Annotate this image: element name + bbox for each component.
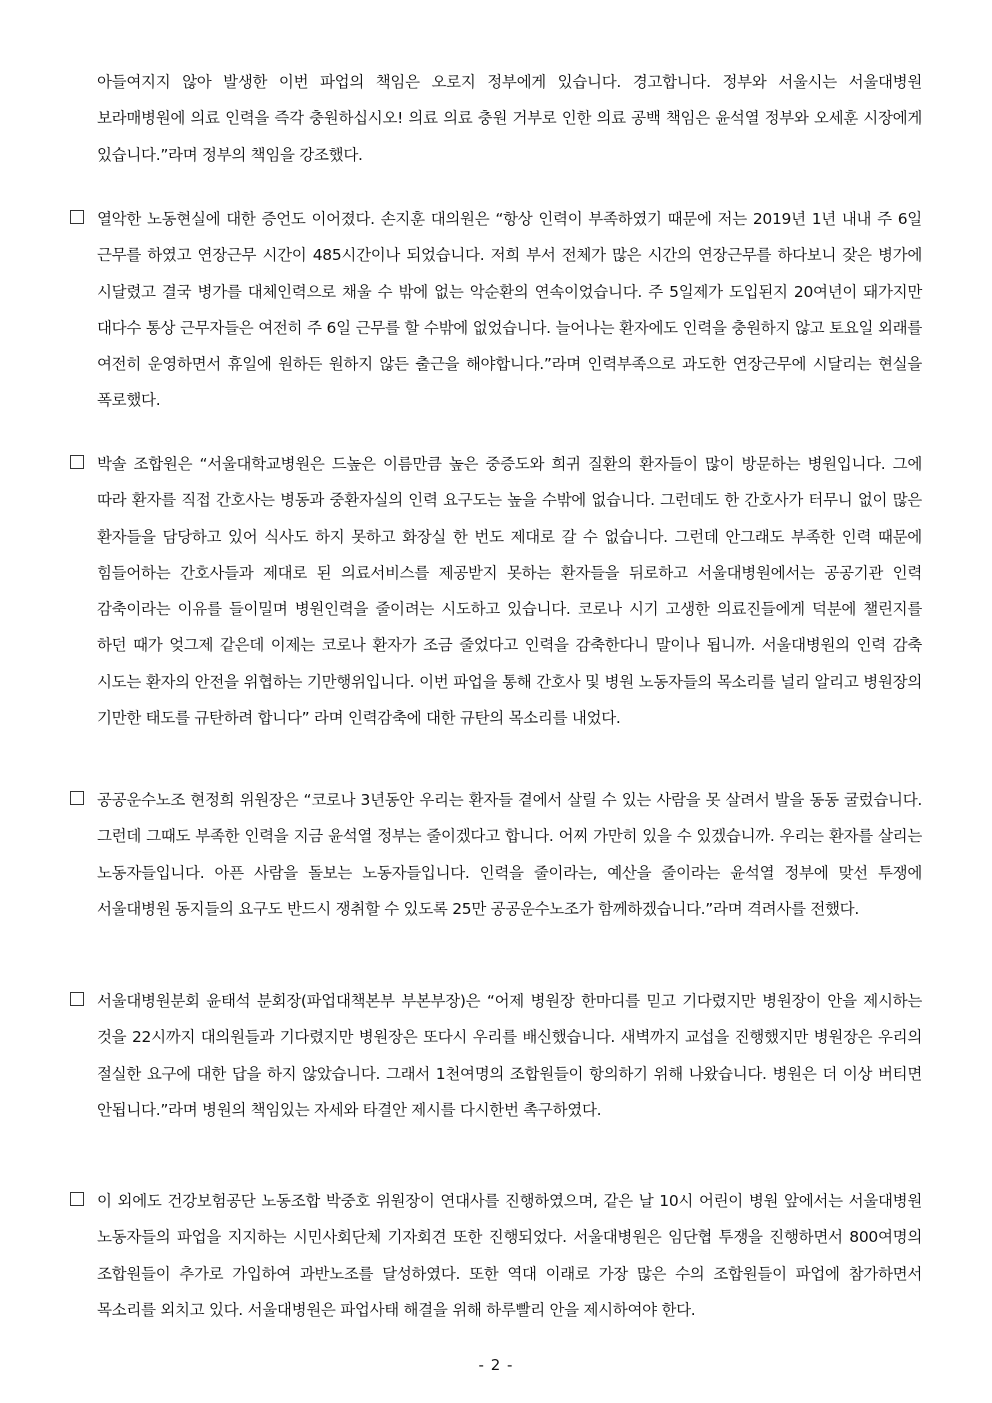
paragraph-text: 열악한 노동현실에 대한 증언도 이어졌다. 손지훈 대의원은 “항상 인력이 부족하였기 때문에 저는 2019년 1년 내내 주 6일 근무를 하였고 연장근무 시간이 485시간이나 되었습니다. 저희 부서 전체가 많은 시간의 연장근무를 하다보니 잦은 병가에 시달렸고 결국 병가를 대체인력으로 채울 수 밖에 없는 악순환의 연속이었습니다. 주 5일제가 도입된지 20여년이 돼가지만 대다수 통상 근무자들은 여전히 주 6일 근무를 할 수밖에 없었습니다. 늘어나는 환자에도 인력을 충원하지 않고 토요일 외래를 여전히 운영하면서 휴일에 원하든 원하지 않든 출근을 해야합니다.”라며 인력부족으로 과도한 연장근무에 시달리는 현실을 폭로했다. xyxy=(97,210,922,410)
paragraph-text: 서울대병원분회 윤태석 분회장(파업대책본부 부본부장)은 “어제 병원장 한마디를 믿고 기다렸지만 병원장이 안을 제시하는 것을 22시까지 대의원들과 기다렸지만 병원장은 또다시 우리를 배신했습니다. 새벽까지 교섭을 진행했지만 병원장은 우리의 절실한 요구에 대한 답을 하지 않았습니다. 그래서 1천여명의 조합원들이 항의하기 위해 나왔습니다. 병원은 더 이상 버티면 안됩니다.”라며 병원의 책임있는 자세와 타결안 제시를 다시한번 촉구하였다. xyxy=(97,992,922,1119)
bullet-paragraph-branch-chief xyxy=(70,983,922,1128)
square-bullet-icon xyxy=(70,455,84,469)
square-bullet-icon xyxy=(70,992,84,1006)
bullet-paragraph-labor-reality xyxy=(70,201,922,419)
square-bullet-icon xyxy=(70,1192,84,1206)
paragraph-text: 공공운수노조 현정희 위원장은 “코로나 3년동안 우리는 환자들 곁에서 살릴 수 있는 사람을 못 살려서 발을 동동 굴렀습니다. 그런데 그때도 부족한 인력을 지금 윤석열 정부는 줄이겠다고 합니다. 어찌 가만히 있을 수 있겠습니까. 우리는 환자를 살리는 노동자들입니다. 아픈 사람을 돌보는 노동자들입니다. 인력을 줄이라는, 예산을 줄이라는 윤석열 정부에 맞선 투쟁에 서울대병원 동지들의 요구도 반드시 쟁취할 수 있도록 25만 공공운수노조가 함께하겠습니다.”라며 격려사를 전했다. xyxy=(97,791,922,918)
bullet-paragraph-nurse-statement xyxy=(70,446,922,736)
paragraph-text: 박솔 조합원은 “서울대학교병원은 드높은 이름만큼 높은 중증도와 희귀 질환의 환자들이 많이 방문하는 병원입니다. 그에 따라 환자를 직접 간호사는 병동과 중환자실의 인력 요구도는 높을 수밖에 없습니다. 그런데도 한 간호사가 터무니 없이 많은 환자들을 담당하고 있어 식사도 하지 못하고 화장실 한 번도 제대로 갈 수 없습니다. 그런데 안그래도 부족한 인력 때문에 힘들어하는 간호사들과 제대로 된 의료서비스를 제공받지 못하는 환자들을 뒤로하고 서울대병원에서는 공공기관 인력 감축이라는 이유를 들이밀며 병원인력을 줄이려는 시도하고 있습니다. 코로나 시기 고생한 의료진들에게 덕분에 챌린지를 하던 때가 엊그제 같은데 이제는 코로나 환자가 조금 줄었다고 인력을 감축한다니 말이나 됩니까. 서울대병원의 인력 감축 시도는 환자의 안전을 위협하는 기만행위입니다. 이번 파업을 통해 간호사 및 병원 노동자들의 목소리를 널리 알리고 병원장의 기만한 태도를 규탄하려 합니다” 라며 인력감축에 대한 규탄의 목소리를 내었다. xyxy=(97,455,922,728)
bullet-paragraph-solidarity xyxy=(70,1183,922,1328)
page-number: - 2 - xyxy=(478,1356,514,1374)
square-bullet-icon xyxy=(70,791,84,805)
paragraph-continuation: 아들여지지 않아 발생한 이번 파업의 책임은 오로지 정부에게 있습니다. 경고합니다. 정부와 서울시는 서울대병원 보라매병원에 의료 인력을 즉각 충원하십시오! 의료 의료 충원 거부로 인한 의료 공백 책임은 윤석열 정부와 오세훈 시장에게 있습니다.”라며 정부의 책임을 강조했다. xyxy=(97,73,922,164)
paragraph-text: 이 외에도 건강보험공단 노동조합 박중호 위원장이 연대사를 진행하였으며, 같은 날 10시 어린이 병원 앞에서는 서울대병원 노동자들의 파업을 지지하는 시민사회단체 기자회견 또한 진행되었다. 서울대병원은 임단협 투쟁을 진행하면서 800여명의 조합원들이 추가로 가입하여 과반노조를 달성하였다. 또한 역대 이래로 가장 많은 수의 조합원들이 파업에 참가하면서 목소리를 외치고 있다. 서울대병원은 파업사태 해결을 위해 하루빨리 안을 제시하여야 한다. xyxy=(97,1192,922,1319)
bullet-paragraph-union-chair xyxy=(70,782,922,927)
square-bullet-icon xyxy=(70,210,84,224)
